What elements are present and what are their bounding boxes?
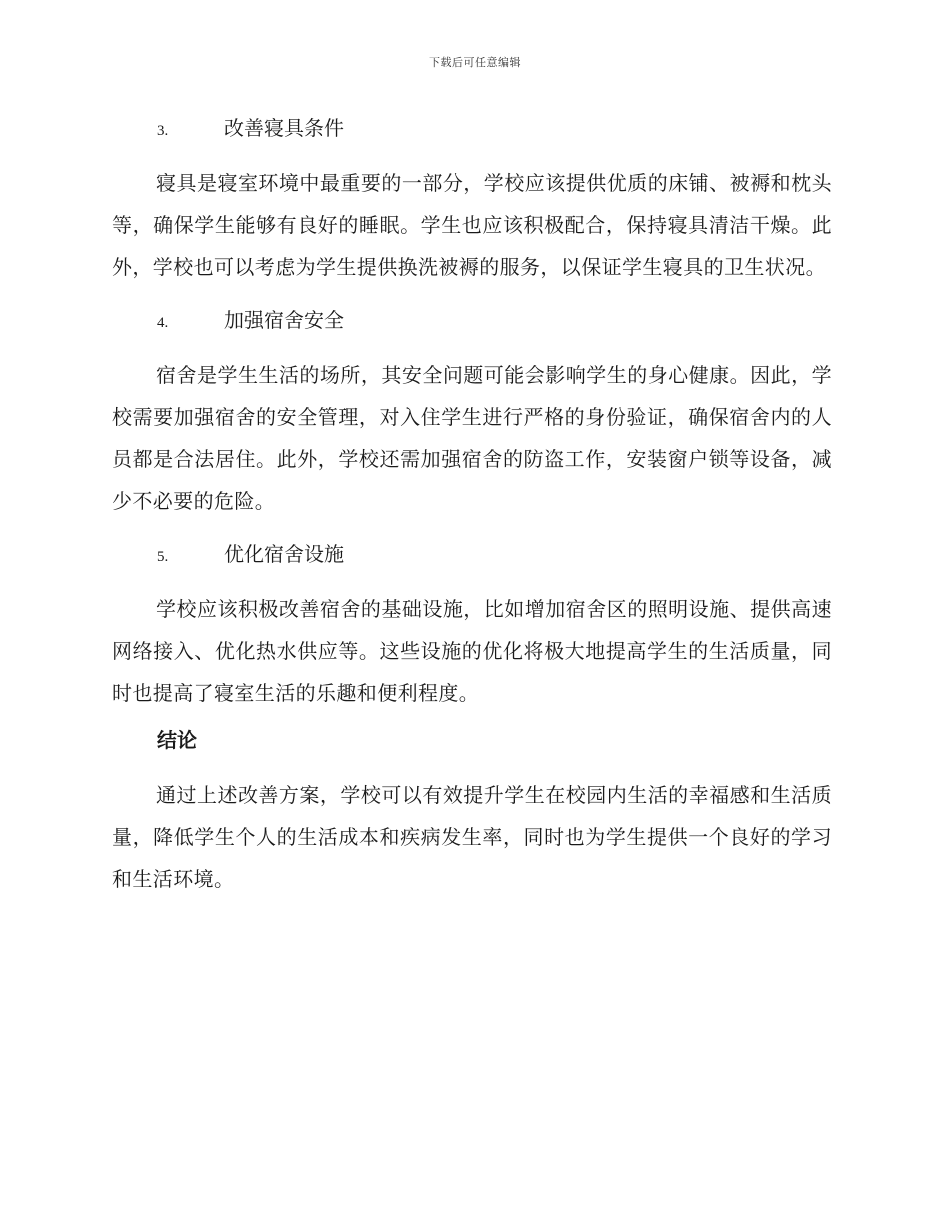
item-title: 加强宿舍安全: [224, 308, 344, 332]
item-heading-3: [112, 106, 832, 150]
item-paragraph: 学校应该积极改善宿舍的基础设施，比如增加宿舍区的照明设施、提供高速网络接入、优化热水供应等。这些设施的优化将极大地提高学生的生活质量，同时也提高了寝室生活的乐趣和便利程度。: [112, 597, 832, 705]
conclusion-heading: 结论: [157, 728, 197, 752]
item-number: 4.: [157, 315, 169, 331]
item-title: 改善寝具条件: [224, 116, 344, 140]
item-paragraph: 寝具是寝室环境中最重要的一部分，学校应该提供优质的床铺、被褥和枕头等，确保学生能够有良好的睡眠。学生也应该积极配合，保持寝具清洁干燥。此外，学校也可以考虑为学生提供换洗被褥的服务，以保证学生寝具的卫生状况。: [112, 171, 832, 279]
item-paragraph: 宿舍是学生生活的场所，其安全问题可能会影响学生的身心健康。因此，学校需要加强宿舍的安全管理，对入住学生进行严格的身份验证，确保宿舍内的人员都是合法居住。此外，学校还需加强宿舍的防盗工作，安装窗户锁等设备，减少不必要的危险。: [112, 363, 832, 513]
item-heading-4: [112, 298, 832, 342]
item-number: 5.: [157, 549, 169, 565]
item-title: 优化宿舍设施: [224, 542, 344, 566]
page-header: 下载后可任意编辑: [429, 56, 521, 69]
document-body: [112, 106, 832, 910]
item-heading-5: [112, 532, 832, 576]
conclusion-paragraph: 通过上述改善方案，学校可以有效提升学生在校园内生活的幸福感和生活质量，降低学生个人的生活成本和疾病发生率，同时也为学生提供一个良好的学习和生活环境。: [112, 783, 832, 891]
item-number: 3.: [157, 123, 169, 139]
